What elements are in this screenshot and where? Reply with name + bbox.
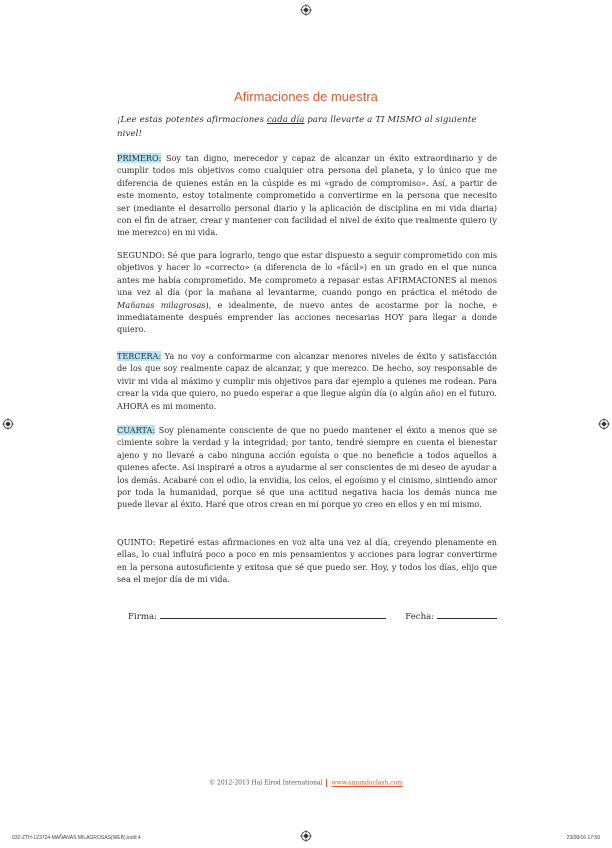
page-title: Afirmaciones de muestra: [234, 89, 378, 104]
signature-row: [128, 610, 498, 622]
affirmation-cuarta: [117, 424, 497, 511]
intro-after: para llevarte a TI MISMO al siguiente nivel!: [117, 115, 477, 139]
affirmation-text-continued: ), e idealmente, de nuevo antes de acostarme por la noche, e inmediatamente después emprender las acciones necesarias HOY para llegar a donde quiero.: [117, 299, 498, 335]
affirmation-quinto: [117, 536, 497, 586]
affirmation-label: QUINTO:: [117, 537, 156, 547]
affirmation-label: CUARTA:: [117, 425, 156, 435]
affirmation-tercera: [117, 350, 497, 412]
firma-line[interactable]: [160, 610, 386, 619]
print-slug-file: 032-ZTH-123724-MAÑANAS MILAGROSAS(WEB).indd 4: [12, 835, 141, 841]
affirmation-label: TERCERA:: [117, 351, 162, 361]
page-footer: [0, 779, 612, 787]
affirmation-text: Soy tan digno, merecedor y capaz de alcanzar un éxito extraordinario y de cumplir todos mis objetivos como cualquier otra persona del planeta, y lo único que me diferencia de quienes están en la cúspide es mi «grado de compromiso». Así, a partir de este momento, estoy totalmente comprometido a convertirme en la persona que necesito ser (mediante el desarrollo personal diario y la aplicación de disciplina en mi vida diaria) con el fin de atraer, crear y mantener con facilidad el nivel de éxito que realmente quiero (y me merezco) en mi vida.: [117, 153, 497, 238]
affirmation-label: SEGUNDO:: [117, 250, 165, 260]
website-link[interactable]: www.amundoclash.com: [331, 779, 403, 787]
copyright-text: © 2012-2013 Hal Elrod International: [209, 779, 323, 787]
affirmation-italic: Mañanas milagrosas: [117, 299, 206, 310]
registration-mark-icon: [2, 418, 14, 430]
intro-before: ¡Lee estas potentes afirmaciones: [117, 115, 267, 125]
fecha-line[interactable]: [437, 610, 497, 619]
registration-mark-icon: [300, 4, 312, 16]
footer-separator: [326, 779, 327, 787]
firma-label: Firma:: [128, 612, 157, 622]
affirmation-text: Soy plenamente consciente de que no puedo mantener el éxito a menos que se cimiente sobre la verdad y la integridad; por tanto, tendré siempre en cuenta el bienestar ajeno y no llevaré a cabo ninguna acción egoísta o que no beneficie a todos aquellos a quienes afecte. Así inspiraré a otros a ayudarme al ser conscientes de mi deseo de ayudar a los demás. Acabaré con el odio, la envidia, los celos, el egoísmo y el cinismo, sintiendo amor por toda la humanidad, porque sé que una actitud negativa hacia los demás nunca me puede llevar al éxito. Haré que otros crean en mí porque yo creo en ellos y en mí mismo.: [117, 425, 497, 510]
intro-text: [117, 113, 497, 141]
affirmation-segundo: [117, 249, 497, 336]
affirmation-text: Ya no voy a conformarme con alcanzar menores niveles de éxito y satisfacción de los que soy realmente capaz de alcanzar, y que merezco. De hecho, soy responsable de vivir mi vida al máximo y cumplir mis objetivos para dar ejemplo a quienes me rodean. Para crear la vida que quiero, no puedo esperar a que llegue algún día (o algún año) en el futuro. AHORA es mi momento.: [117, 351, 497, 411]
fecha-label: Fecha:: [405, 612, 435, 622]
affirmation-label: PRIMERO:: [117, 153, 162, 163]
affirmation-primero: [117, 152, 497, 239]
intro-underlined: cada día: [266, 115, 305, 125]
registration-mark-icon: [598, 418, 610, 430]
affirmation-text: Sé que para lograrlo, tengo que estar dispuesto a seguir comprometido con mis objetivos y hacer lo «correcto» (a diferencia de lo «fácil») en un grado en el que nunca antes me había comprometido. Me comprometo a repasar estas AFIRMACIONES al menos una vez al día (por la mañana al levantarme, cuando pongo en práctica el método de: [117, 250, 497, 298]
registration-mark-icon: [300, 830, 312, 842]
print-slug-date: 23/08/16 17:50: [566, 835, 600, 841]
affirmation-text: Repetiré estas afirmaciones en voz alta una vez al día, creyendo plenamente en ellas, lo cual influirá poco a poco en mis pensamientos y acciones para lograr convertirme en la persona autosuficiente y exitosa que sé que puedo ser. Hoy, y todos los días, elijo que sea el mejor día de mi vida.: [117, 537, 497, 585]
